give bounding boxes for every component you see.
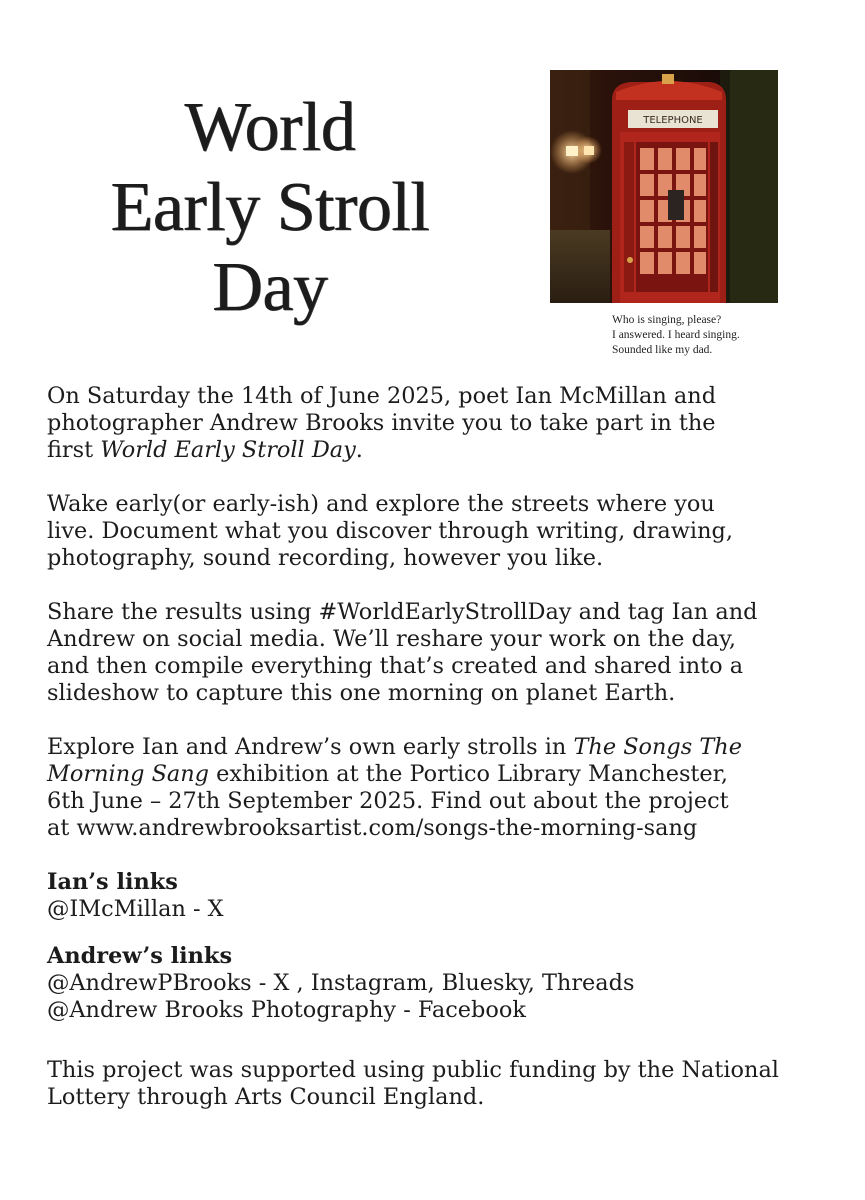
- funding-statement: [47, 1057, 827, 1111]
- ian-links: [47, 869, 827, 923]
- andrew-links-heading: Andrew’s links: [47, 943, 233, 969]
- event-name: World Early Stroll Day: [100, 437, 356, 463]
- caption-line-3: Sounded like my dad.: [612, 344, 713, 356]
- intro-line-1: On Saturday the 14th of June 2025, poet Ian McMillan and: [47, 383, 717, 409]
- ian-links-heading: Ian’s links: [47, 869, 178, 895]
- caption-line-1: Who is singing, please?: [612, 314, 722, 326]
- wake-paragraph: [47, 491, 827, 572]
- exhibition-title-part-2: Morning Sang: [47, 761, 210, 787]
- title-line-1: World: [184, 89, 356, 166]
- exhibition-line-2: [47, 761, 827, 788]
- exhibition-line-1: [47, 734, 827, 761]
- poster-title: [70, 88, 470, 328]
- poster-body: [47, 383, 827, 1111]
- telephone-box-photo: [550, 70, 778, 303]
- share-line-4: slideshow to capture this one morning on planet Earth.: [47, 680, 676, 706]
- andrew-social-handles: @AndrewPBrooks - X , Instagram, Bluesky, Threads: [47, 970, 635, 996]
- exhibition-title-part-1: The Songs The: [573, 734, 742, 760]
- andrew-links: [47, 943, 827, 1024]
- wake-line-2: live. Document what you discover through writing, drawing,: [47, 518, 733, 544]
- intro-line-2: photographer Andrew Brooks invite you to take part in the: [47, 410, 716, 436]
- exhibition-line-1-prefix: Explore Ian and Andrew’s own early strolls in: [47, 734, 574, 760]
- title-line-2: Early Stroll: [110, 169, 430, 246]
- exhibition-paragraph: [47, 734, 827, 842]
- title-line-3: Day: [212, 249, 328, 326]
- share-paragraph: [47, 599, 827, 707]
- photo-caption: [612, 313, 842, 358]
- exhibition-url: at www.andrewbrooksartist.com/songs-the-morning-sang: [47, 815, 698, 841]
- red-telephone-box-icon: [550, 70, 778, 303]
- wake-line-3: photography, sound recording, however you like.: [47, 545, 604, 571]
- ian-x-handle: @IMcMillan - X: [47, 896, 224, 922]
- telephone-sign-text: TELEPHONE: [643, 115, 703, 126]
- intro-line-3: [47, 437, 827, 464]
- funding-line-1: This project was supported using public funding by the National: [47, 1057, 779, 1083]
- exhibition-line-2-suffix: exhibition at the Portico Library Manchester,: [209, 761, 729, 787]
- intro-paragraph: [47, 383, 827, 464]
- andrew-facebook: @Andrew Brooks Photography - Facebook: [47, 997, 526, 1023]
- wake-line-1: Wake early(or early-ish) and explore the streets where you: [47, 491, 715, 517]
- share-line-1: Share the results using #WorldEarlyStrollDay and tag Ian and: [47, 599, 758, 625]
- intro-line-3-suffix: .: [355, 437, 363, 463]
- intro-line-3-prefix: first: [47, 437, 101, 463]
- share-line-2: Andrew on social media. We’ll reshare your work on the day,: [47, 626, 737, 652]
- exhibition-line-3: 6th June – 27th September 2025. Find out about the project: [47, 788, 729, 814]
- share-line-3: and then compile everything that’s created and shared into a: [47, 653, 744, 679]
- funding-line-2: Lottery through Arts Council England.: [47, 1084, 485, 1110]
- caption-line-2: I answered. I heard singing.: [612, 329, 740, 341]
